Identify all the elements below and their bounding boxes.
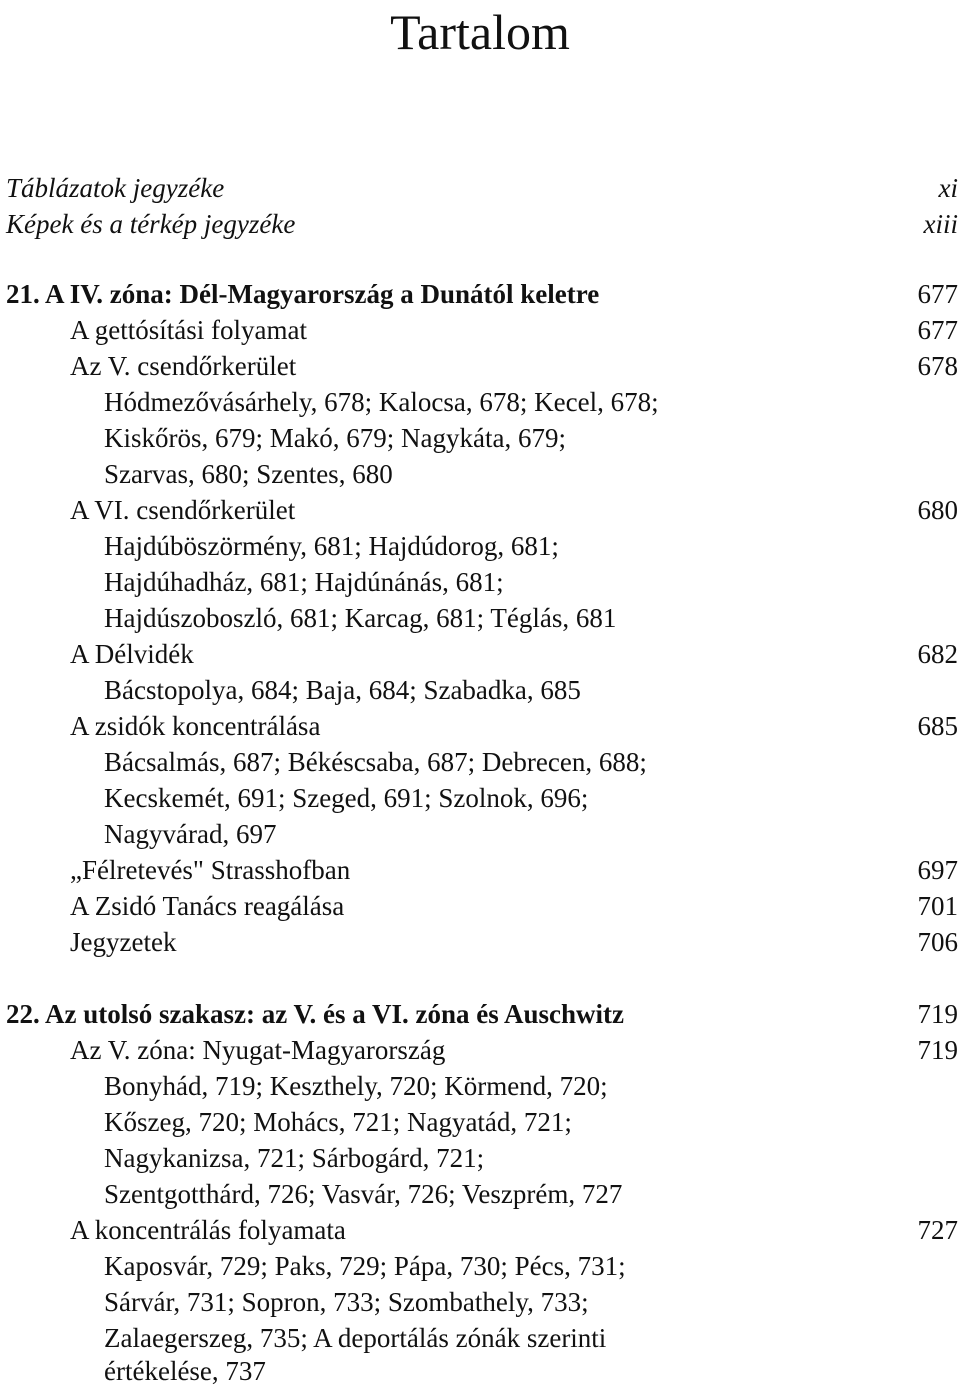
toc-section (0, 492, 960, 528)
toc-place-list (0, 780, 960, 816)
place-list-line: Hajdúhadház, 681; Hajdúnánás, 681; (104, 567, 504, 597)
toc-section (0, 348, 960, 384)
section-page: 685 (917, 711, 958, 741)
section-title: A zsidók koncentrálása (70, 711, 321, 741)
toc-entry-page: xi (938, 173, 958, 203)
toc-place-list (0, 1104, 960, 1140)
place-list-line: Zalaegerszeg, 735; A deportálás zónák szerinti (104, 1323, 607, 1353)
toc-place-list (0, 528, 960, 564)
section-page: 697 (917, 855, 958, 885)
section-page: 719 (917, 1035, 958, 1065)
place-list-line: Kőszeg, 720; Mohács, 721; Nagyatád, 721; (104, 1107, 572, 1137)
place-list-line: Kiskőrös, 679; Makó, 679; Nagykáta, 679; (104, 423, 566, 453)
place-list-line: Bácsalmás, 687; Békéscsaba, 687; Debrecen, 688; (104, 747, 647, 777)
section-title: Az V. zóna: Nyugat-Magyarország (70, 1035, 446, 1065)
place-list-line: Kaposvár, 729; Paks, 729; Pápa, 730; Pécs, 731; (104, 1251, 626, 1281)
place-list-line: Hajdúszoboszló, 681; Karcag, 681; Téglás, 681 (104, 603, 617, 633)
section-page: 677 (917, 315, 958, 345)
place-list-line: Bácstopolya, 684; Baja, 684; Szabadka, 685 (104, 675, 581, 705)
toc-section (0, 924, 960, 960)
toc-section (0, 708, 960, 744)
toc-place-list (0, 1176, 960, 1212)
section-page: 680 (917, 495, 958, 525)
toc-place-list (0, 816, 960, 852)
toc-place-list (0, 1320, 960, 1356)
toc-section (0, 636, 960, 672)
section-page: 701 (917, 891, 958, 921)
page-title: Tartalom (390, 4, 570, 60)
toc-entry-page: xiii (923, 209, 958, 239)
toc-place-list (0, 672, 960, 708)
toc-place-list (0, 564, 960, 600)
toc-section (0, 888, 960, 924)
section-page: 682 (917, 639, 958, 669)
toc-place-list (0, 600, 960, 636)
section-title: A gettósítási folyamat (70, 315, 307, 345)
place-list-line: Bonyhád, 719; Keszthely, 720; Körmend, 720; (104, 1071, 608, 1101)
chapter-page: 719 (917, 999, 958, 1029)
place-list-line: Szarvas, 680; Szentes, 680 (104, 459, 393, 489)
section-title: A VI. csendőrkerület (70, 495, 296, 525)
chapter-page: 677 (917, 279, 958, 309)
place-list-line: Kecskemét, 691; Szeged, 691; Szolnok, 696; (104, 783, 589, 813)
section-title: A Zsidó Tanács reagálása (70, 891, 345, 921)
section-title: Jegyzetek (70, 927, 177, 957)
chapter-title: 22. Az utolsó szakasz: az V. és a VI. zóna és Auschwitz (6, 999, 625, 1029)
place-list-line: Nagykanizsa, 721; Sárbogárd, 721; (104, 1143, 485, 1173)
toc-entry-text: Képek és a térkép jegyzéke (6, 209, 296, 239)
toc-section (0, 312, 960, 348)
place-list-line: Hajdúböszörmény, 681; Hajdúdorog, 681; (104, 531, 559, 561)
section-title: A Délvidék (70, 639, 194, 669)
place-list-line: Hódmezővásárhely, 678; Kalocsa, 678; Kecel, 678; (104, 387, 659, 417)
section-page: 678 (917, 351, 958, 381)
toc-place-list (0, 420, 960, 456)
toc-place-list (0, 1140, 960, 1176)
place-list-line: Nagyvárad, 697 (104, 819, 277, 849)
section-title: „Félretevés" Strasshofban (70, 855, 351, 885)
toc-chapter-heading (0, 996, 960, 1032)
toc-place-list (0, 1068, 960, 1104)
toc-section (0, 852, 960, 888)
toc-entry-text: Táblázatok jegyzéke (6, 173, 225, 203)
toc-place-list (0, 1284, 960, 1320)
place-list-line: Szentgotthárd, 726; Vasvár, 726; Veszprém, 727 (104, 1179, 623, 1209)
toc-entry-front-matter (0, 170, 960, 206)
section-title: Az V. csendőrkerület (70, 351, 297, 381)
toc-section (0, 1032, 960, 1068)
place-list-line: Sárvár, 731; Sopron, 733; Szombathely, 733; (104, 1287, 589, 1317)
toc-chapter-heading (0, 276, 960, 312)
place-list-line: értékelése, 737 (104, 1356, 266, 1386)
section-page: 727 (917, 1215, 958, 1245)
toc-place-list (0, 1353, 960, 1389)
toc-place-list (0, 1248, 960, 1284)
chapter-title: 21. A IV. zóna: Dél-Magyarország a Dunától keletre (6, 279, 600, 309)
section-title: A koncentrálás folyamata (70, 1215, 346, 1245)
section-page: 706 (917, 927, 958, 957)
toc-place-list (0, 456, 960, 492)
toc-section (0, 1212, 960, 1248)
toc-entry-front-matter (0, 206, 960, 242)
toc-place-list (0, 744, 960, 780)
toc-place-list (0, 384, 960, 420)
